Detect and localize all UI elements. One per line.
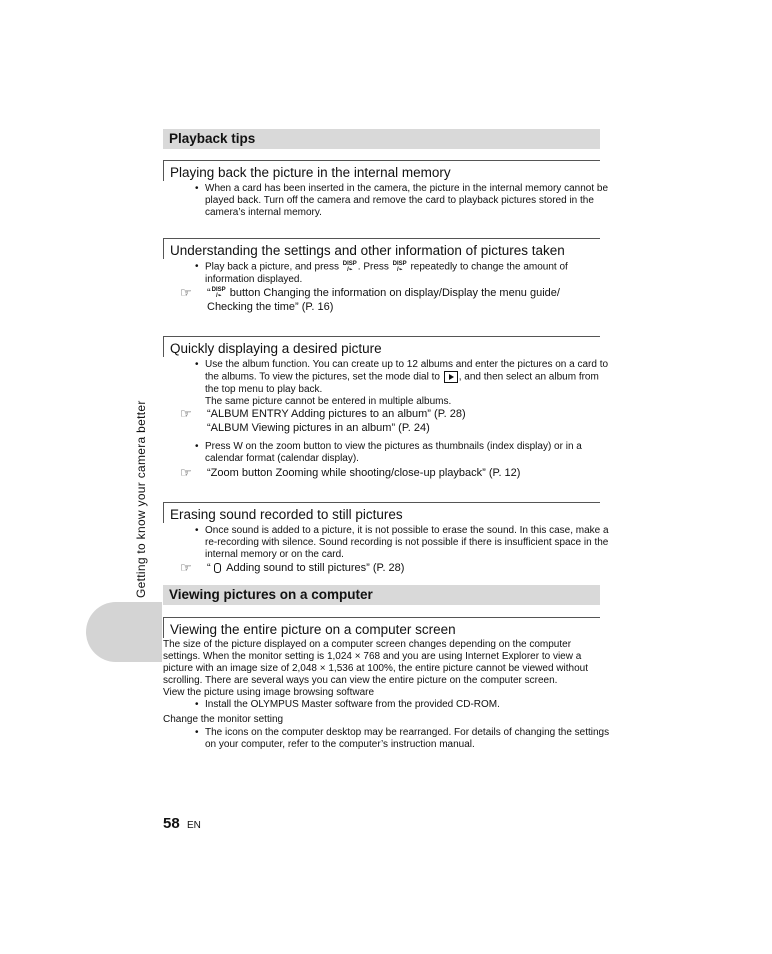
subheading-entire-picture: Viewing the entire picture on a computer screen <box>163 617 600 638</box>
reference-note <box>180 466 600 480</box>
subheading-settings-info: Understanding the settings and other information of pictures taken <box>163 238 600 259</box>
section-title: Playback tips <box>169 131 256 146</box>
bullet-icon: • <box>195 359 199 370</box>
microphone-icon <box>214 563 221 573</box>
bullet-icon: • <box>195 699 199 710</box>
reference-hand-icon: ☞ <box>180 560 192 575</box>
section-bar-playback-tips <box>163 129 600 149</box>
list-item <box>195 441 610 465</box>
reference-hand-icon: ☞ <box>180 406 192 421</box>
disp-button-icon: DISP /⌁ <box>342 261 357 273</box>
bullet-icon: • <box>195 441 199 452</box>
play-mode-icon <box>444 371 458 383</box>
bullet-text: Use the album function. You can create up to 12 albums and enter the pictures on a card to the albums. To view the pictures, set the mode dial to , and then select an album from the top menu to play back. The same picture cannot be entered in multiple albums. <box>205 359 609 407</box>
bullet-text: Play back a picture, and press DISP /⌁ . Press DISP /⌁ repeatedly to change the amount of information displayed. <box>205 261 568 285</box>
side-tab <box>86 602 162 662</box>
bullet-text: Press W on the zoom button to view the pictures as thumbnails (index display) or in a calendar format (calendar display). <box>205 441 582 464</box>
bullet-icon: • <box>195 183 199 194</box>
list-item <box>195 183 610 219</box>
reference-note <box>180 407 600 435</box>
subheading-quick-display: Quickly displaying a desired picture <box>163 336 600 357</box>
section-side-label: Getting to know your camera better <box>134 400 148 598</box>
option-label: View the picture using image browsing software <box>163 687 375 698</box>
bullet-icon: • <box>195 525 199 536</box>
option-label: Change the monitor setting <box>163 714 284 725</box>
subheading-erase-sound: Erasing sound recorded to still pictures <box>163 502 600 523</box>
list-item <box>195 359 610 408</box>
bullet-text: When a card has been inserted in the camera, the picture in the internal memory cannot be played back. Turn off the camera and remove the card to playback pictures stored in the camera’s internal memory. <box>205 183 609 218</box>
list-item <box>195 699 610 711</box>
disp-button-icon: DISP /⌁ <box>392 261 407 273</box>
language-code: EN <box>187 820 201 831</box>
reference-note <box>180 561 600 575</box>
bullet-icon: • <box>195 727 199 738</box>
bullet-text: Once sound is added to a picture, it is not possible to erase the sound. In this case, make a re-recording with silence. Sound recording is not possible if there is insufficient space in the internal memory or on the card. <box>205 525 609 560</box>
list-item <box>195 727 610 751</box>
list-item <box>195 261 610 286</box>
reference-hand-icon: ☞ <box>180 465 192 480</box>
reference-text: “ALBUM ENTRY Adding pictures to an album” (P. 28) “ALBUM Viewing pictures in an album” (P. 24) <box>207 408 466 434</box>
reference-text: “ Adding sound to still pictures” (P. 28) <box>207 562 405 574</box>
reference-hand-icon: ☞ <box>180 285 192 300</box>
body-paragraph: The size of the picture displayed on a computer screen changes depending on the computer settings. When the monitor setting is 1,024 × 768 and you are using Internet Explorer to view a picture with an image size of 2,048 × 1,536 at 100%, the entire picture cannot be viewed without scrolling. There are several ways you can view the entire picture on the computer screen. <box>163 639 588 686</box>
page-number: 58 <box>163 815 180 832</box>
reference-note <box>180 286 600 314</box>
list-item <box>195 525 610 561</box>
section-title: Viewing pictures on a computer <box>169 587 373 602</box>
reference-text: “Zoom button Zooming while shooting/close-up playback” (P. 12) <box>207 467 521 479</box>
bullet-icon: • <box>195 261 199 272</box>
subheading-internal-memory: Playing back the picture in the internal memory <box>163 160 600 181</box>
section-bar-viewing-on-computer <box>163 585 600 605</box>
bullet-text: Install the OLYMPUS Master software from the provided CD-ROM. <box>205 699 500 710</box>
bullet-text: The icons on the computer desktop may be rearranged. For details of changing the settings on your computer, refer to the computer’s instruction manual. <box>205 727 610 750</box>
disp-button-icon: DISP /⌁ <box>211 287 226 300</box>
reference-text: “DISP /⌁ button Changing the information on display/Display the menu guide/ Checking the time” (P. 16) <box>207 287 560 313</box>
